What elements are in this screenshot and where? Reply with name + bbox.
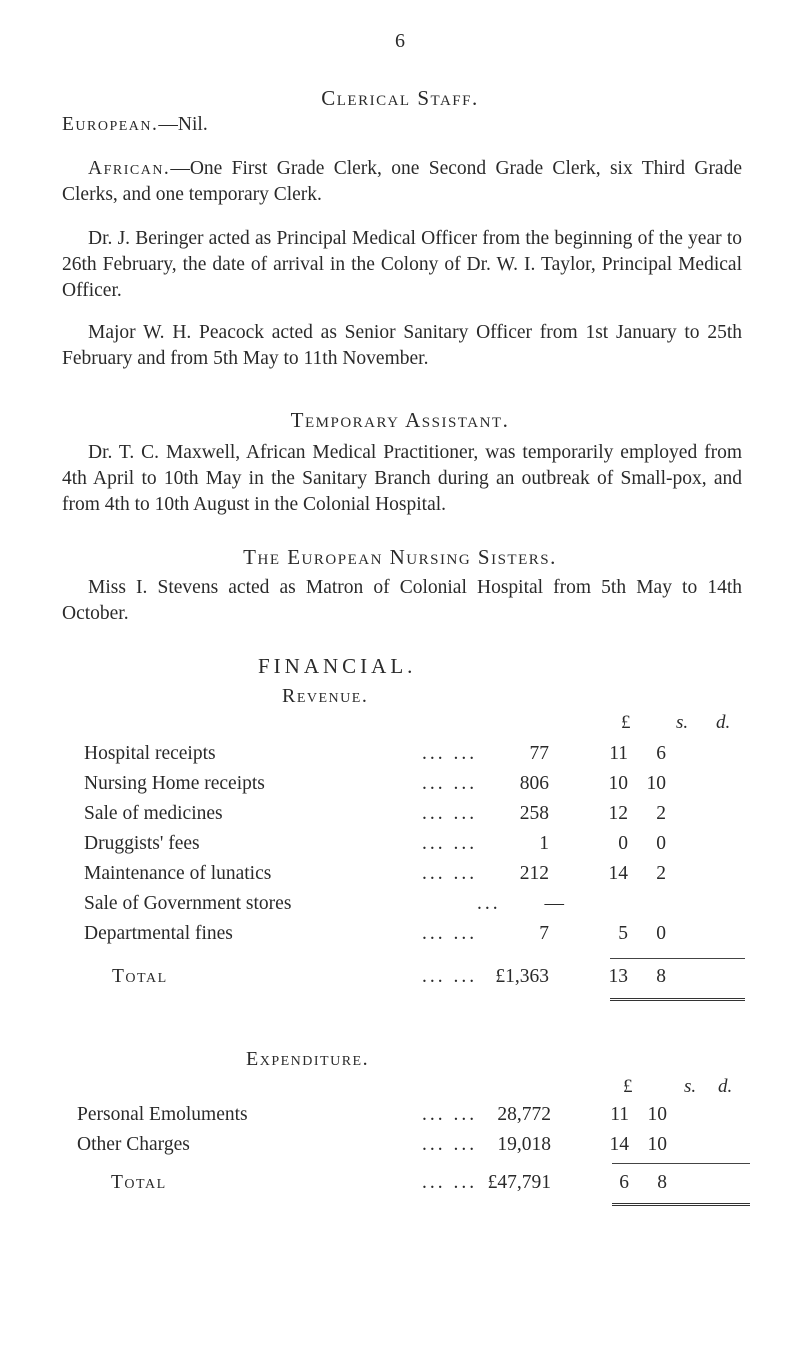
expenditure-row: [77, 1104, 737, 1134]
revenue-shillings: 10: [608, 773, 628, 794]
revenue-row: [84, 893, 744, 923]
revenue-total-dots: ... ...: [422, 966, 478, 987]
expenditure-total-row: [77, 1172, 737, 1202]
beringer-paragraph: Dr. J. Beringer acted as Principal Medical Officer from the beginning of the year to 26th February, the date of arrival in the Colony of Dr. W. I. Taylor, Principal Medical Officer.: [62, 228, 742, 301]
european-text: —Nil.: [158, 114, 208, 135]
expenditure-pence: 10: [647, 1104, 667, 1125]
revenue-row: [84, 803, 744, 833]
revenue-shillings: 12: [608, 803, 628, 824]
revenue-pence: 0: [656, 833, 666, 854]
nursing-sisters-heading: The European Nursing Sisters.: [243, 545, 557, 569]
revenue-dots: ...: [477, 893, 501, 914]
expenditure-shillings: 14: [609, 1134, 629, 1155]
revenue-dots: ... ...: [422, 833, 478, 854]
revenue-heading: Revenue.: [282, 685, 369, 707]
african-text: —One First Grade Clerk, one Second Grade Clerk, six Third Grade Clerks, and one temporary Clerk.: [62, 158, 742, 205]
expenditure-subtotal-rule: [612, 1163, 750, 1164]
revenue-pence: 10: [646, 773, 666, 794]
expenditure-total-pounds: £47,791: [487, 1172, 551, 1193]
expenditure-pounds: 28,772: [497, 1104, 551, 1125]
expenditure-heading: Expenditure.: [246, 1048, 370, 1070]
temporary-assistant-heading: Temporary Assistant.: [290, 408, 510, 432]
revenue-dots: ... ...: [422, 773, 478, 794]
revenue-item: Sale of medicines: [84, 803, 223, 824]
revenue-total-pence: 8: [656, 966, 666, 987]
revenue-pounds: 212: [519, 863, 549, 884]
revenue-total-pounds: £1,363: [495, 966, 549, 987]
revenue-dots: ... ...: [422, 743, 478, 764]
revenue-row: [84, 773, 744, 803]
african-lead: African.: [88, 158, 171, 179]
revenue-item: Druggists' fees: [84, 833, 200, 854]
revenue-pounds: 258: [519, 803, 549, 824]
expenditure-total-pence: 8: [657, 1172, 667, 1193]
revenue-pounds: 77: [529, 743, 549, 764]
revenue-row: [84, 923, 744, 953]
expenditure-dots: ... ...: [422, 1134, 478, 1155]
revenue-pence: 0: [656, 923, 666, 944]
clerical-staff-heading: Clerical Staff.: [321, 86, 479, 110]
expenditure-item: Personal Emoluments: [77, 1104, 248, 1125]
temporary-paragraph: Dr. T. C. Maxwell, African Medical Practitioner, was temporarily employed from 4th April to 10th May in the Sanitary Branch during an outbreak of Small-pox, and from 4th to 10th August in the Colonial Hospital.: [62, 442, 742, 515]
expenditure-item: Other Charges: [77, 1134, 190, 1155]
peacock-paragraph: Major W. H. Peacock acted as Senior Sanitary Officer from 1st January to 25th February and from 5th May to 11th November.: [62, 322, 742, 369]
expenditure-dots: ... ...: [422, 1104, 478, 1125]
expenditure-shillings: 11: [610, 1104, 629, 1125]
revenue-total-label: Total: [112, 966, 168, 987]
revenue-item: Maintenance of lunatics: [84, 863, 272, 884]
revenue-item: Sale of Government stores: [84, 893, 292, 914]
revenue-pence-header: d.: [716, 712, 731, 733]
expenditure-pounds-header: £: [623, 1076, 633, 1097]
revenue-item: Departmental fines: [84, 923, 233, 944]
revenue-total-row: [84, 966, 744, 996]
revenue-pounds: 1: [539, 833, 549, 854]
revenue-dots: ... ...: [422, 923, 478, 944]
revenue-pounds: 806: [519, 773, 549, 794]
expenditure-total-shillings: 6: [619, 1172, 629, 1193]
revenue-shillings: 11: [609, 743, 628, 764]
revenue-item: Hospital receipts: [84, 743, 216, 764]
revenue-shillings: 14: [608, 863, 628, 884]
revenue-pounds: 7: [539, 923, 549, 944]
revenue-pounds-header: £: [621, 712, 631, 733]
revenue-item: Nursing Home receipts: [84, 773, 265, 794]
expenditure-pounds: 19,018: [497, 1134, 551, 1155]
revenue-row: [84, 833, 744, 863]
expenditure-pence: 10: [647, 1134, 667, 1155]
financial-title: FINANCIAL.: [258, 654, 417, 678]
expenditure-pence-header: d.: [718, 1076, 733, 1097]
african-paragraph: [62, 156, 742, 208]
revenue-pence: 2: [656, 803, 666, 824]
revenue-pence: 6: [656, 743, 666, 764]
european-paragraph: [62, 112, 742, 138]
revenue-dots: ... ...: [422, 863, 478, 884]
revenue-pence: 2: [656, 863, 666, 884]
revenue-dots: ... ...: [422, 803, 478, 824]
nursing-paragraph: Miss I. Stevens acted as Matron of Colonial Hospital from 5th May to 14th October.: [62, 577, 742, 624]
revenue-row: [84, 863, 744, 893]
expenditure-total-dots: ... ...: [422, 1172, 478, 1193]
revenue-subtotal-rule: [610, 958, 745, 959]
expenditure-shillings-header: s.: [684, 1076, 697, 1097]
revenue-total-shillings: 13: [608, 966, 628, 987]
revenue-total-rule: [610, 998, 745, 1001]
expenditure-total-label: Total: [111, 1172, 167, 1193]
expenditure-row: [77, 1134, 737, 1164]
revenue-shillings: 5: [618, 923, 628, 944]
revenue-pounds: —: [544, 893, 564, 914]
revenue-row: [84, 743, 744, 773]
revenue-shillings-header: s.: [676, 712, 689, 733]
european-lead: European.: [62, 114, 159, 135]
expenditure-total-rule: [612, 1203, 750, 1206]
page-number: 6: [395, 30, 405, 52]
revenue-shillings: 0: [618, 833, 628, 854]
